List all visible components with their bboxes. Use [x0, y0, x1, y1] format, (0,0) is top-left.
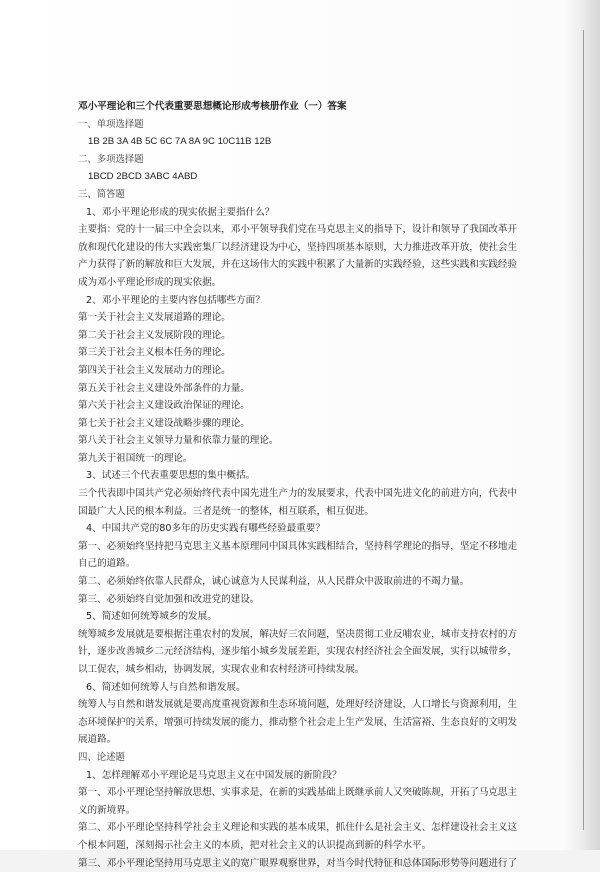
answer-line: 第一、必须始终坚持把马克思主义基本原理同中国具体实践相结合，坚持科学理论的指导，坚定不移地走 [78, 540, 518, 552]
list-item: 第六关于社会主义建设政治保证的理论。 [78, 400, 250, 412]
question-5: 5、简述如何统筹城乡的发展。 [86, 611, 217, 623]
list-item: 第五关于社会主义建设外部条件的力量。 [78, 382, 250, 394]
answer-line: 自己的道路。 [78, 558, 136, 570]
list-item: 第七关于社会主义建设战略步骤的理论。 [78, 417, 250, 429]
answer-line: 展道路。 [78, 734, 117, 746]
page-edge-line [583, 30, 584, 830]
answer-line: 统筹人与自然和谐发展就是要高度重视资源和生态环境问题，处理好经济建设，人口增长与资源利用，生 [78, 699, 518, 711]
answer-line: 主要指：党的十一届三中全会以来，邓小平领导我们党在马克思主义的指导下，设计和领导了我国改革开 [78, 224, 518, 236]
document-content [78, 98, 530, 872]
list-item: 第九关于祖国统一的理论。 [78, 452, 193, 464]
question-3: 3、试述三个代表重要思想的集中概括。 [86, 470, 256, 482]
answer-line: 第三、必须始终自觉加强和改进党的建设。 [78, 593, 260, 605]
answer-line: 个根本问题，深刻揭示社会主义的本质，把对社会主义的认识提高到新的科学水平。 [78, 839, 432, 851]
section-heading-single-choice: 一、单项选择题 [78, 118, 144, 130]
answer-line: 义的新境界。 [78, 804, 136, 816]
list-item: 第二关于社会主义发展阶段的理论。 [78, 329, 231, 341]
single-choice-answers: 1B 2B 3A 4B 5C 6C 7A 8A 9C 10C11B 12B [88, 136, 272, 148]
answer-line: 第二、邓小平理论坚持科学社会主义理论和实践的基本成果，抓住什么是社会主义、怎样建设社会主义这 [78, 822, 518, 834]
answer-line: 针，逐步改善城乡二元经济结构，逐步缩小城乡发展差距，实现农村经济社会全面发展，实行以城带乡， [78, 646, 518, 658]
question-4: 4、中国共产党的80多年的历史实践有哪些经验最重要？ [86, 523, 325, 535]
answer-line: 放和现代化建设的伟大实践密集厂以经济建设为中心，坚持四项基本原则，大力推进改革开放，使社会生 [78, 241, 518, 253]
list-item: 第三关于社会主义根本任务的理论。 [78, 347, 231, 359]
section-heading-short-answer: 三、简答题 [78, 188, 125, 200]
answer-line: 第三、邓小平理论坚持用马克思主义的宽广眼界观察世界，对当今时代特征和总体国际形势等问题进行了 [78, 857, 518, 869]
section-heading-multiple-choice: 二、多项选择题 [78, 153, 144, 165]
answer-line: 成为邓小平理论形成的现实依据。 [78, 276, 222, 288]
answer-line: 产力获得了新的解放和巨大发展，并在这场伟大的实践中积累了大量新的实践经验，这些实践和实践经验 [78, 259, 518, 271]
essay-question-1: 1、怎样理解邓小平理论是马克思主义在中国发展的新阶段？ [86, 769, 342, 781]
question-2: 2、邓小平理论的主要内容包括哪些方面？ [86, 294, 265, 306]
answer-line: 统筹城乡发展就是要根据注重农村的发展，解决好三农问题，坚决贯彻工业反哺农业，城市支持农村的方 [78, 628, 518, 640]
answer-line: 第二、必须始终依靠人民群众，诚心诚意为人民谋利益，从人民群众中汲取前进的不竭力量。 [78, 576, 470, 588]
list-item: 第八关于社会主义领导力量和依靠力量的理论。 [78, 435, 279, 447]
answer-line: 态环境保护的关系，增强可持续发展的能力，推动整个社会走上生产发展、生活富裕、生态良好的文明发 [78, 716, 518, 728]
section-heading-essay: 四、论述题 [78, 751, 125, 763]
list-item: 第一关于社会主义发展道路的理论。 [78, 312, 231, 324]
answer-line: 以工促农，城乡相动，协调发展，实现农业和农村经济可持续发展。 [78, 664, 365, 675]
answer-line: 三个代表即中国共产党必须始终代表中国先进生产力的发展要求，代表中国先进文化的前进方向，代表中 [78, 488, 518, 500]
question-1: 1、邓小平理论形成的现实依据主要指什么？ [86, 206, 275, 218]
answer-line: 第一、邓小平理论坚持解放思想、实事求是，在新的实践基础上既继承前人又突破陈规，开拓了马克思主 [78, 787, 518, 799]
answer-line: 国最广大人民的根本利益。三者是统一的整体，相互联系，相互促进。 [78, 505, 374, 517]
list-item: 第四关于社会主义发展动力的理论。 [78, 364, 231, 376]
document-title: 邓小平理论和三个代表重要思想概论形成考核册作业（一）答案 [78, 101, 347, 112]
question-6: 6、简述如何统筹人与自然和谐发展。 [86, 681, 246, 693]
multiple-choice-answers: 1BCD 2BCD 3ABC 4ABD [88, 171, 198, 183]
